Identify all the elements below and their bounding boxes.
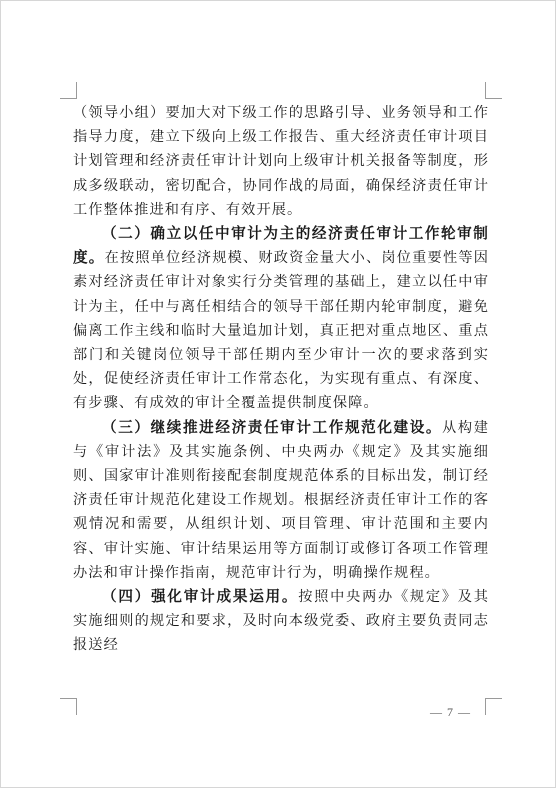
crop-mark-bottom-left <box>60 698 77 715</box>
paragraph-section-2 <box>73 222 489 416</box>
section-heading: （三）继续推进经济责任审计工作规范化建设。 <box>102 418 443 436</box>
page-number: — 7 — <box>430 705 471 719</box>
document-body <box>73 101 489 658</box>
crop-mark-top-left <box>60 82 77 99</box>
paragraph-section-3 <box>73 416 489 585</box>
section-heading: （四）强化审计成果运用。 <box>102 588 299 606</box>
section-heading: （二）确立以任中审计为主的经济责任审计工作轮审制度。 <box>73 225 489 267</box>
paragraph-text: 在按照单位经济规模、财政资金量大小、岗位重要性等因素对经济责任审计对象实行分类管理的基础上，建立以任中审计为主，任中与离任相结合的领导干部任期内轮审制度，避免偏离工作主线和临时大量追加计划，真正把对重点地区、重点部门和关键岗位领导干部任期内至少审计一次的要求落到实处，促使经济责任审计工作常态化，为实现有重点、有深度、有步骤、有成效的审计全覆盖提供制度保障。 <box>73 250 489 412</box>
paragraph-text: 按照中央两办《规定》及其实施细则的规定和要求，及时向本级党委、政府主要负责同志报送经 <box>73 589 490 654</box>
paragraph-text: 从构建与《审计法》及其实施条例、中央两办《规定》及其实施细则、国家审计准则衔接配套制度规范体系的目标出发，制订经济责任审计规范化建设工作规划。根据经济责任审计工作的客观情况和需要，从组织计划、项目管理、审计范围和主要内容、审计实施、审计结果运用等方面制订或修订各项工作管理办法和审计操作指南，规范审计行为，明确操作规程。 <box>73 419 489 581</box>
paragraph-text: （领导小组）要加大对下级工作的思路引导、业务领导和工作指导力度，建立下级向上级工作报告、重大经济责任审计项目计划管理和经济责任审计计划向上级审计机关报备等制度，形成多级联动，密切配合，协同作战的局面，确保经济责任审计工作整体推进和有序、有效开展。 <box>73 105 489 218</box>
crop-mark-top-right <box>485 82 502 99</box>
paragraph-section-4 <box>73 585 489 658</box>
crop-mark-bottom-right <box>485 698 502 715</box>
paragraph-continuation <box>73 101 489 222</box>
